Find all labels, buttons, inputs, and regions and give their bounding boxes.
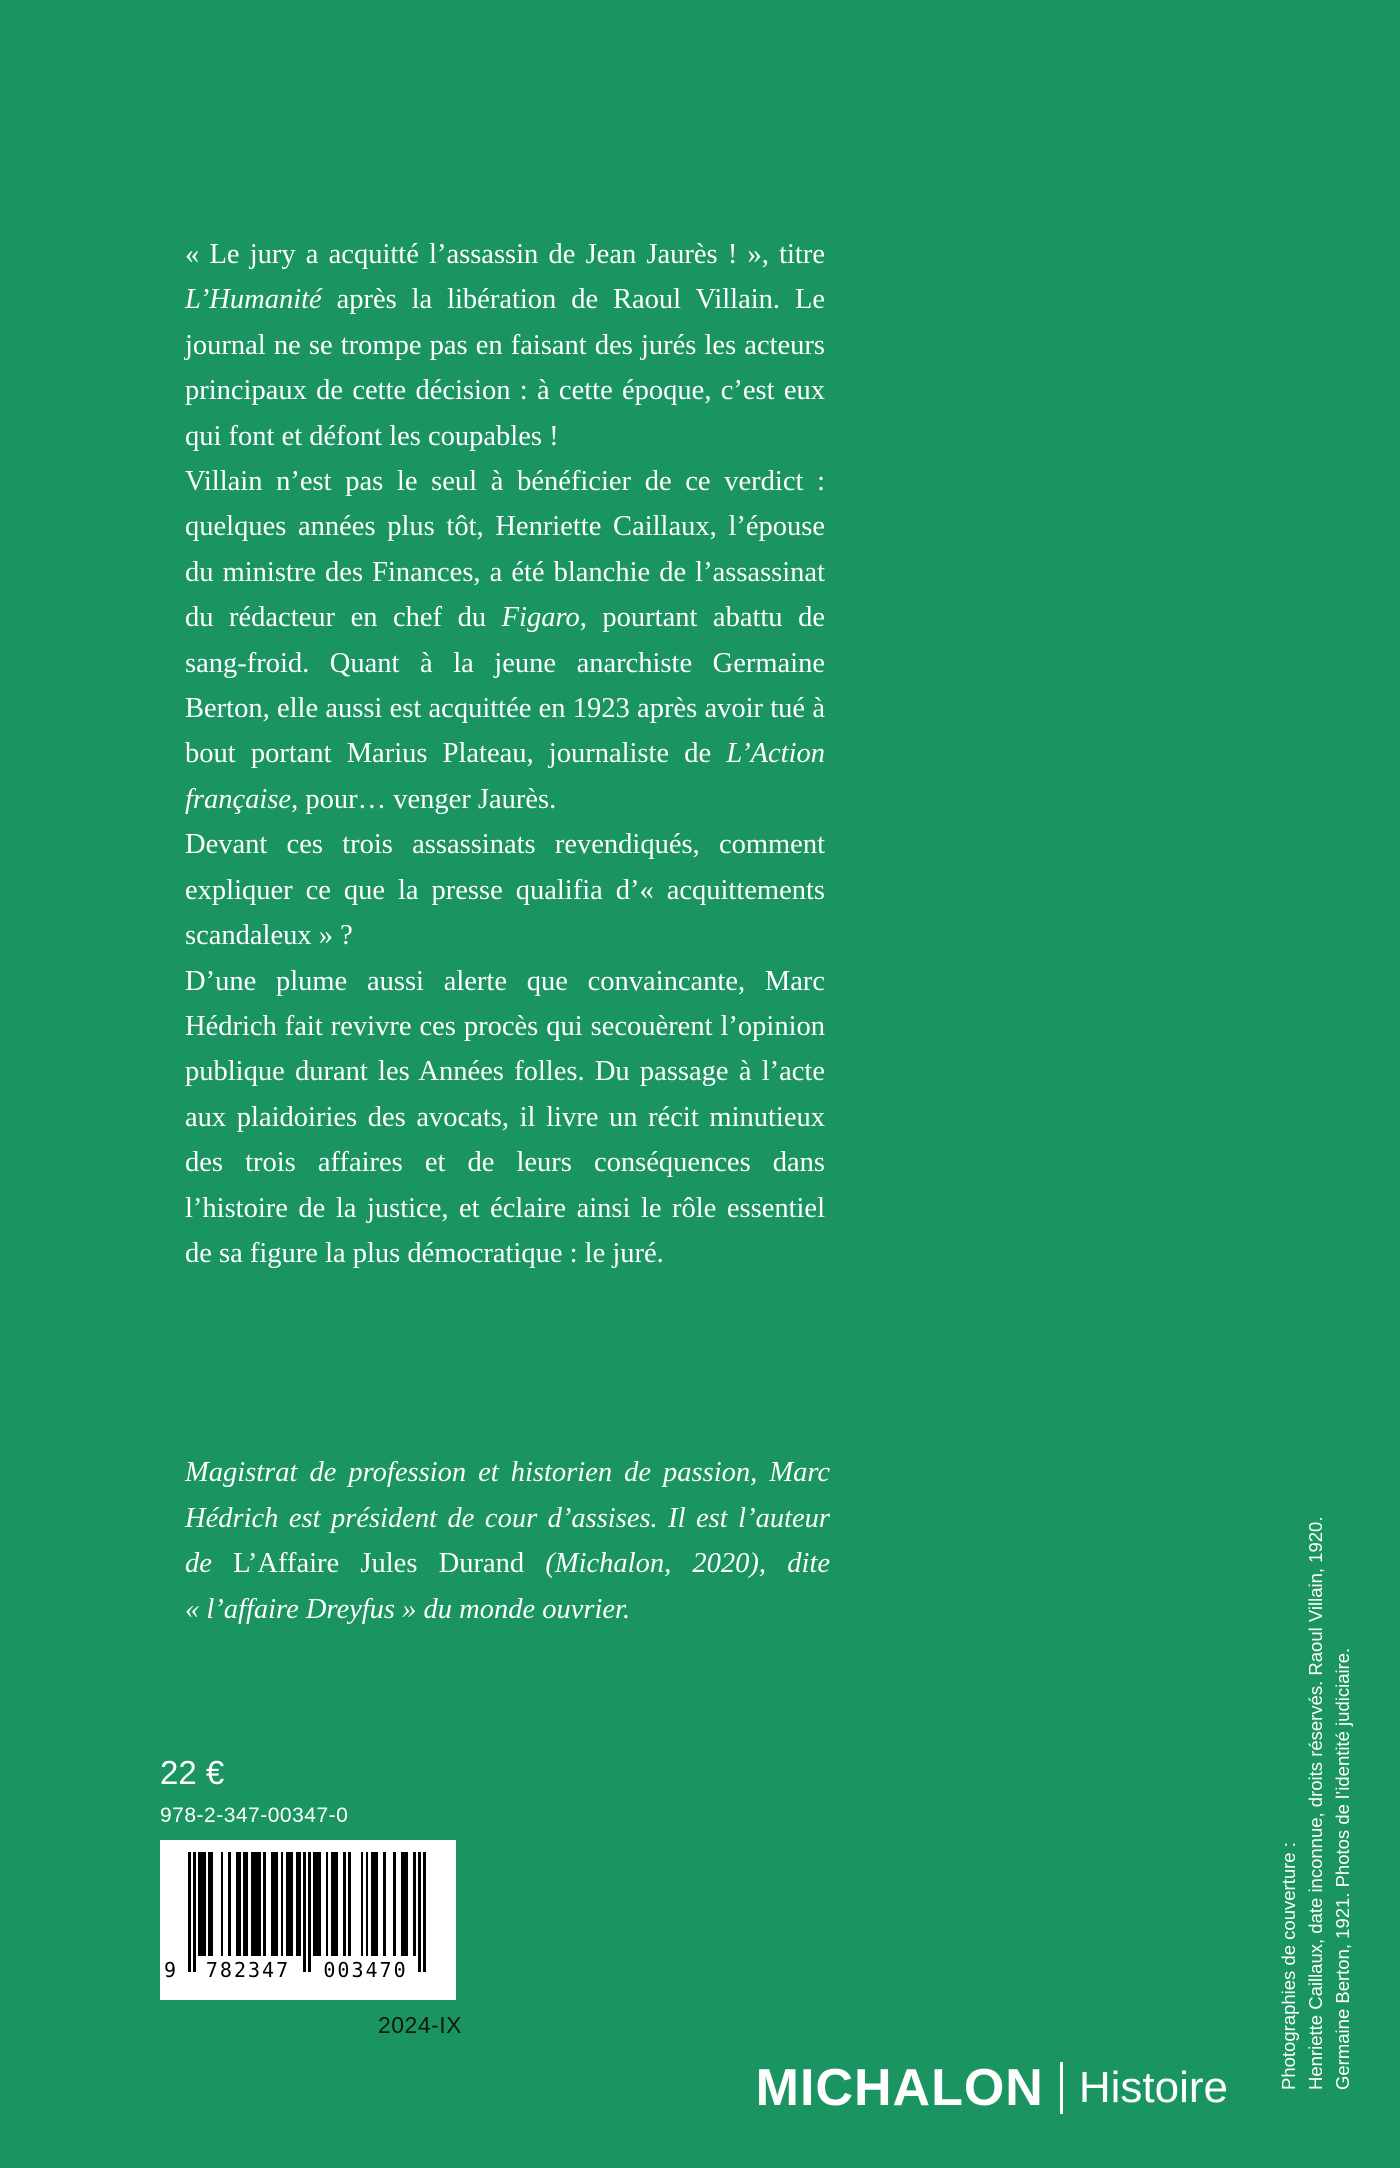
print-code: 2024-IX bbox=[377, 2012, 463, 2038]
barcode-digits bbox=[164, 1958, 426, 1984]
photo-credit-line: Henriette Caillaux, date inconnue, droits réservés. Raoul Villain, 1920. bbox=[1305, 1516, 1326, 2090]
price: 22 € bbox=[160, 1754, 225, 1791]
barcode bbox=[160, 1840, 456, 2000]
photo-credit-line: Photographies de couverture : bbox=[1278, 1842, 1299, 2090]
author-bio: Magistrat de profession et historien de passion, Marc Hédrich est président de cour d’assises. Il est l’auteur de L’Affaire Jules Durand (Michalon, 2020), dite « l’affaire Dreyfus » du monde ouvrier. bbox=[185, 1457, 831, 1625]
barcode-digits-right: 003470 bbox=[323, 1958, 408, 1982]
isbn: 978-2-347-00347-0 bbox=[160, 1804, 349, 1827]
synopsis bbox=[185, 232, 825, 1276]
photo-credits bbox=[1275, 1375, 1356, 2090]
collection-name: Histoire bbox=[1078, 2063, 1228, 2112]
synopsis-paragraph: Villain n’est pas le seul à bénéficier de ce verdict : quelques années plus tôt, Henriette Caillaux, l’épouse du ministre des Finances, a été blanchie de l’assassinat du rédacteur en chef du Figaro, pourtant abattu de sang-froid. Quant à la jeune anarchiste Germaine Berton, elle aussi est acquittée en 1923 après avoir tué à bout portant Marius Plateau, journaliste de L’Action française, pour… venger Jaurès. bbox=[185, 466, 825, 815]
synopsis-paragraph: « Le jury a acquitté l’assassin de Jean Jaurès ! », titre L’Humanité après la libération de Raoul Villain. Le journal ne se trompe pas en faisant des jurés les acteurs principaux de cette décision : à cette époque, c’est eux qui font et défont les coupables ! bbox=[185, 239, 825, 452]
photo-credit-line: Germaine Berton, 1921. Photos de l’identité judiciaire. bbox=[1332, 1647, 1353, 2090]
barcode-bars bbox=[188, 1852, 456, 1972]
publisher-logo bbox=[756, 2058, 1228, 2118]
publisher-name: MICHALON bbox=[755, 2059, 1044, 2117]
synopsis-paragraph: Devant ces trois assassinats revendiqués, comment expliquer ce que la presse qualifia d’« acquittements scandaleux » ? bbox=[185, 829, 825, 952]
synopsis-paragraph: D’une plume aussi alerte que convaincante, Marc Hédrich fait revivre ces procès qui secouèrent l’opinion publique durant les Années folles. Du passage à l’acte aux plaidoiries des avocats, il livre un récit minutieux des trois affaires et de leurs conséquences dans l’histoire de la justice, et éclaire ainsi le rôle essentiel de sa figure la plus démocratique : le juré. bbox=[185, 965, 825, 1269]
barcode-digit-lead: 9 bbox=[164, 1958, 179, 1982]
publisher-separator-bar bbox=[1060, 2062, 1063, 2114]
barcode-digits-left: 782347 bbox=[205, 1958, 291, 1982]
